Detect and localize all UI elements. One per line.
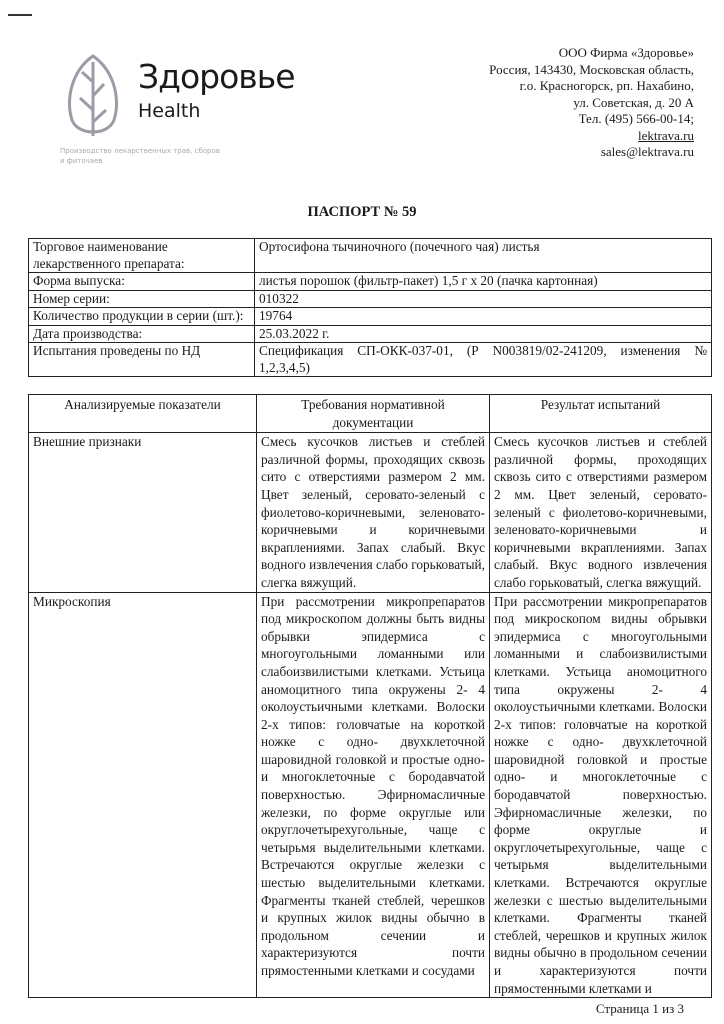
table-row	[29, 308, 712, 326]
table-row	[29, 592, 712, 998]
info-label: Дата производства:	[29, 325, 255, 343]
column-header: Требования нормативной документации	[257, 395, 490, 433]
info-label: Форма выпуска:	[29, 273, 255, 291]
requirement-cell: При рассмотрении микропрепаратов под микроскопом должны быть видны обрывки эпидермиса с многоугольными ломанными или слабоизвилистыми клетками. Устьица аномоцитного типа окружены 2- 4 околоустьичными клетками. Волоски 2-х типов: головчатые на короткой ножке с одно- двухклеточной шаровидной головкой и простые одно- и многоклеточные с бородавчатой поверхностью. Эфирномасличные железки, по форме округлые или округлочетырехугольные, чаще с четырьмя выделительными клетками. Встречаются округлые железки с шестью выделительными клетками. Фрагменты тканей стеблей, черешков и крупных жилок видны обычно в продольном сечении и характеризуются почти прямостенными клетками и сосудами	[257, 592, 490, 998]
table-row	[29, 290, 712, 308]
company-address	[489, 45, 694, 161]
address-line: ул. Советская, д. 20 А	[573, 94, 694, 110]
brand-tagline: Производство лекарственных трав, сборов и фиточаев	[60, 147, 220, 165]
info-label: Номер серии:	[29, 290, 255, 308]
leaf-logo-icon	[62, 52, 124, 140]
product-info-table	[28, 238, 712, 377]
brand-name-en: Health	[138, 100, 201, 122]
result-cell: Смесь кусочков листьев и стеблей различной формы, проходящих сквозь сито с отверстиями размером 2 мм. Цвет зеленый, серовато-зеленый с фиолетово-коричневыми, зеленовато-коричневыми и коричневыми вкраплениями. Запах слабый. Вкус водного извлечения слабо горьковатый, слегка вяжущий.	[490, 433, 712, 592]
info-label: Торговое наименование лекарственного препарата:	[29, 239, 255, 273]
column-header: Анализируемые показатели	[29, 395, 257, 433]
table-header-row	[29, 395, 712, 433]
info-label: Количество продукции в серии (шт.):	[29, 308, 255, 326]
info-value: Спецификация СП-ОКК-037-01, (Р N003819/02-241209, изменения № 1,2,3,4,5)	[255, 343, 712, 377]
document-body	[28, 238, 712, 1017]
indicator-cell: Микроскопия	[29, 592, 257, 998]
scan-mark	[8, 14, 32, 16]
brand-name-ru: Здоровье	[138, 57, 295, 96]
result-cell: При рассмотрении микропрепаратов под микроскопом видны обрывки эпидермиса с многоугольными ломанными и слабоизвилистыми клетками. Устьица аномоцитного типа окружены 2- 4 околоустьичными клетками. Волоски 2-х типов: головчатые на короткой ножке с одно- двухклеточной шаровидной головкой и простые одно- и многоклеточные с бородавчатой поверхностью. Эфирномасличные железки, по форме округлые и округлочетырехугольные, чаще с четырьмя выделительными клетками. Встречаются округлые железки с шестью выделительными клетками. Фрагменты тканей стеблей, черешков и крупных жилок видны обычно в продольном сечении и характеризуются почти прямостенными клетками и	[490, 592, 712, 998]
info-value: листья порошок (фильтр-пакет) 1,5 г х 20 (пачка картонная)	[255, 273, 712, 291]
address-line: ООО Фирма «Здоровье»	[558, 45, 694, 60]
indicator-cell: Внешние признаки	[29, 433, 257, 592]
analysis-table	[28, 394, 712, 998]
address-line: г.о. Красногорск, рп. Нахабино,	[519, 78, 694, 93]
table-row	[29, 343, 712, 377]
table-row	[29, 273, 712, 291]
info-label: Испытания проведены по НД	[29, 343, 255, 377]
requirement-cell: Смесь кусочков листьев и стеблей различной формы, проходящих сквозь сито с отверстиями размером 2 мм. Цвет зеленый, серовато-зеленый с фиолетово-коричневыми, зеленовато-коричневыми и коричневыми вкраплениями. Запах слабый. Вкус водного извлечения слабо горьковатый, слегка вяжущий.	[257, 433, 490, 592]
address-line: Россия, 143430, Московская область,	[489, 61, 694, 77]
page-number: Страница 1 из 3	[595, 1001, 684, 1017]
info-value: Ортосифона тычиночного (почечного чая) листья	[255, 239, 712, 273]
info-value: 25.03.2022 г.	[255, 325, 712, 343]
table-row	[29, 433, 712, 592]
info-value: 010322	[255, 290, 712, 308]
table-row	[29, 239, 712, 273]
table-row	[29, 325, 712, 343]
column-header: Результат испытаний	[490, 395, 712, 433]
document-title: ПАСПОРТ № 59	[307, 204, 417, 220]
phone: Тел. (495) 566-00-14;	[578, 111, 694, 126]
email: sales@lektrava.ru	[600, 144, 694, 159]
info-value: 19764	[255, 308, 712, 326]
website-link[interactable]: lektrava.ru	[638, 127, 694, 143]
